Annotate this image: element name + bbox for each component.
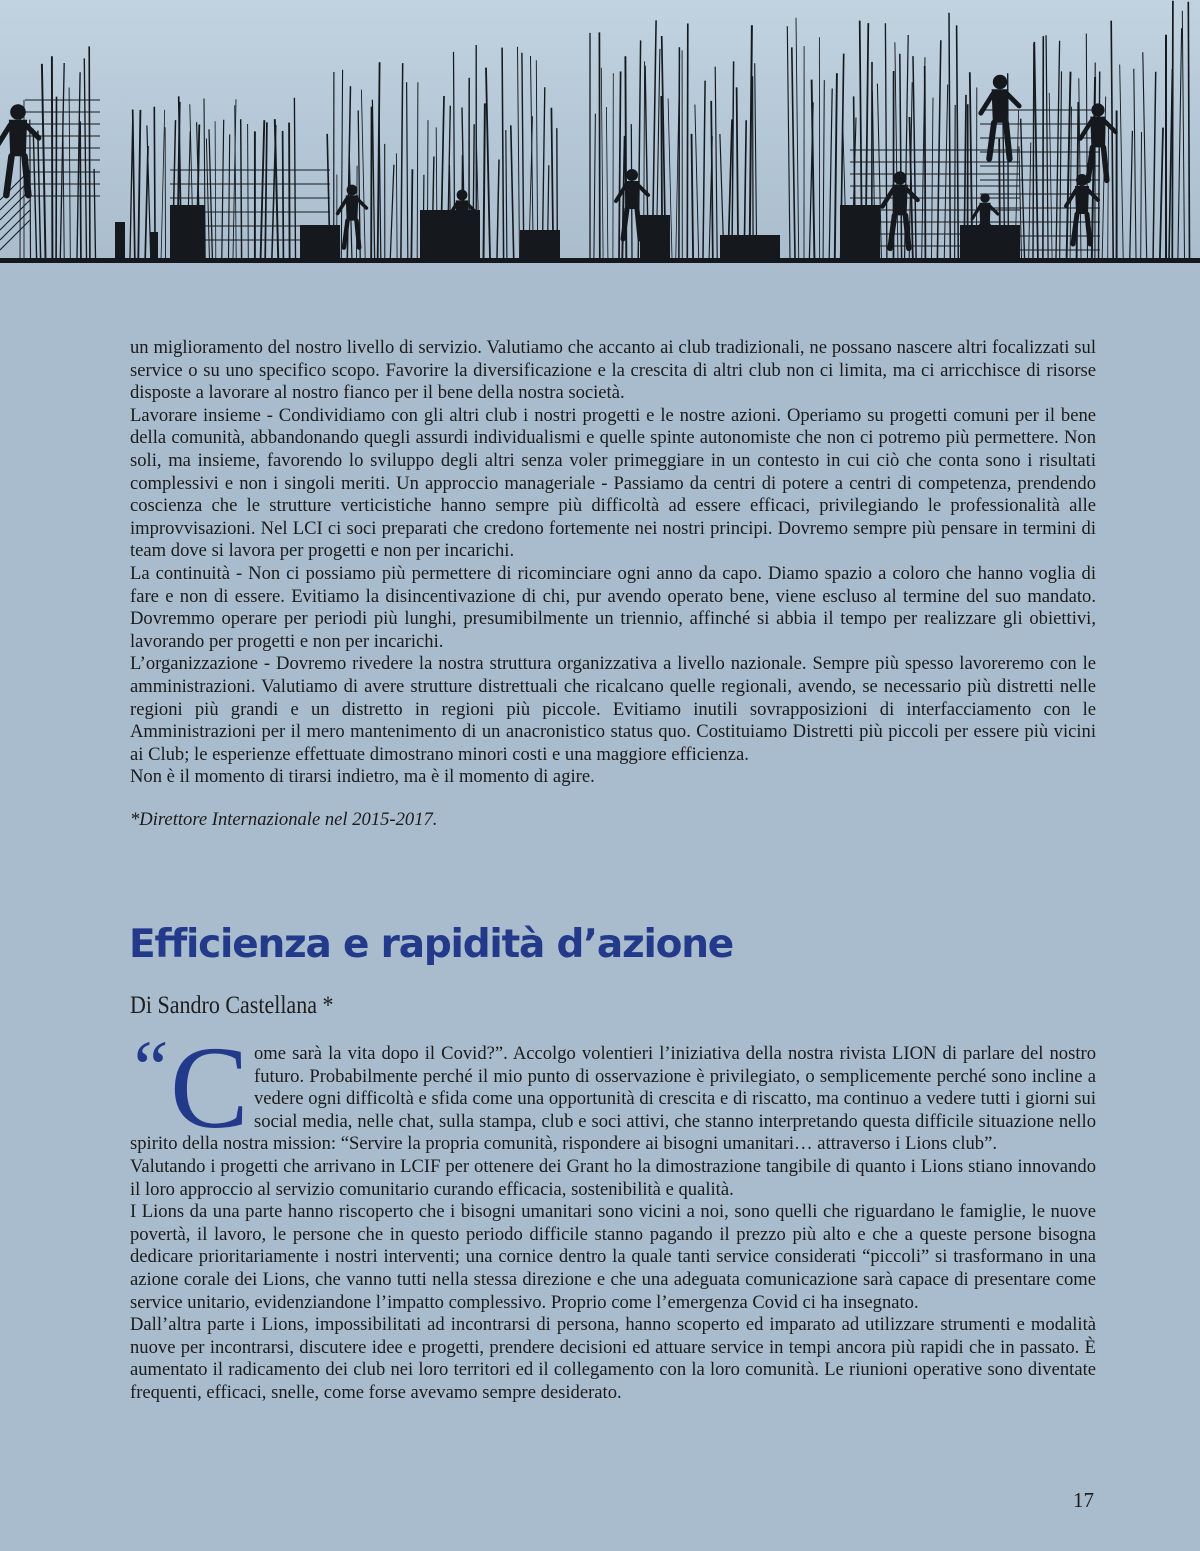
body-paragraph: L’organizzazione - Dovremo rivedere la nostra struttura organizzativa a livello nazionale. Sempre più spesso lavoreremo con le amministrazioni. Valutiamo di avere strutture distrettuali che ricalcano quelle regionali, avendo, se necessario più distretti nelle regioni più grandi e un distretto in regioni più piccole. Evitiamo inutili sovrapposizioni di interfacciamento con le Amministrazioni per il mero mantenimento di un anacronistico status quo. Costituiamo Distretti più piccoli per essere più vicini ai Club; le esperienze effettuate dimostrano minori costi e una maggiore efficienza.: [130, 653, 1096, 765]
author-footnote: *Direttore Internazionale nel 2015-2017.: [130, 808, 438, 830]
article-byline: Di Sandro Castellana *: [130, 992, 334, 1019]
body-paragraph: I Lions da una parte hanno riscoperto che i bisogni umanitari sono vicini a noi, sono quelli che riguardano le famiglie, le nuove povertà, il lavoro, le persone che in questo periodo difficile stanno pagando il prezzo più alto e che a queste persone bisogna dedicare prioritariamente i nostri interventi; una cornice dentro la quale tanti service considerati “piccoli” si trasformano in una azione corale dei Lions, che vanno tutti nella stessa direzione e che una adeguata comunicazione sarà capace di presentare come service unitario, evidenziandone l’impatto complessivo. Proprio come l’emergenza Covid ci ha insegnato.: [130, 1201, 1096, 1313]
drop-cap: [126, 1022, 254, 1153]
drop-cap-quote-mark: “: [126, 1024, 170, 1111]
header-banner-image: [0, 0, 1200, 275]
construction-workers-silhouette: [0, 0, 1200, 275]
lead-paragraph: [126, 1022, 1096, 1156]
body-paragraph: La continuità - Non ci possiamo più permettere di ricominciare ogni anno da capo. Diamo spazio a coloro che hanno voglia di fare e non di essere. Evitiamo la disincentivazione di chi, pur avendo operato bene, viene escluso al termine del suo mandato. Dovremmo operare per periodi più lunghi, presumibilmente un triennio, affinché si abbia il tempo per realizzare gli obiettivi, lavorando per progetti e non per incarichi.: [130, 562, 1096, 652]
article-body: [126, 1022, 1096, 1405]
article-title: Efficienza e rapidità d’azione: [129, 922, 734, 967]
body-paragraph: un miglioramento del nostro livello di servizio. Valutiamo che accanto ai club tradizionali, ne possano nascere altri focalizzati sul service o su uno specifico scopo. Favorire la diversificazione e la crescita di altri club non ci limita, ma ci arricchisce di risorse disposte a lavorare al nostro fianco per il bene della nostra società.: [130, 337, 1096, 404]
body-paragraph: Lavorare insieme - Condividiamo con gli altri club i nostri progetti e le nostre azioni. Operiamo su progetti comuni per il bene della comunità, abbandonando quegli assurdi individualismi e quelle spinte autonomiste che non ci potremo più permettere. Non soli, ma insieme, favorendo lo sviluppo degli altri senza voler primeggiare in un contesto in cui ciò che conta sono i risultati complessivi e non i singoli meriti. Un approccio manageriale - Passiamo da centri di potere a centri di competenza, prendendo coscienza che le strutture verticistiche hanno sempre più difficoltà ad essere efficaci, privilegiando le professionalità alle improvvisazioni. Nel LCI ci soci preparati che credono fortemente nei nostri principi. Dovremo sempre più pensare in termini di team dove si lavora per progetti e non per incarichi.: [130, 404, 1096, 562]
body-paragraph: Non è il momento di tirarsi indietro, ma è il momento di agire.: [130, 766, 595, 788]
previous-article-continuation: [130, 337, 1096, 831]
body-paragraph: Dall’altra parte i Lions, impossibilitati ad incontrarsi di persona, hanno scoperto ed imparato ad utilizzare strumenti e modalità nuove per incontrarsi, discutere idee e progetti, prendere decisioni ed attuare service in tempi ancora più rapidi che in passato. È aumentato il radicamento dei club nei loro territori ed il collegamento con la loro comunità. Le riunioni operative sono diventate frequenti, efficaci, snelle, come forse avevamo sempre desiderato.: [130, 1314, 1096, 1403]
lead-text: ome sarà la vita dopo il Covid?”. Accolgo volentieri l’iniziativa della nostra rivista LION di parlare del nostro futuro. Probabilmente perché il mio punto di osservazione è privilegiato, o semplicemente perché sono incline a vedere ogni difficoltà e sfida come una opportunità di crescita e di riscatto, ma continuo a vedere tutti i giorni sui social media, nelle chat, sulla stampa, club e soci attivi, che stanno interpretando questa difficile situazione nello spirito della nostra mission: “Servire la propria comunità, rispondere ai bisogni umanitari… attraverso i Lions club”.: [130, 1043, 1096, 1155]
body-paragraph: Valutando i progetti che arrivano in LCIF per ottenere dei Grant ho la dimostrazione tangibile di quanto i Lions stiano innovando il loro approccio al servizio comunitario curando efficacia, sostenibilità e qualità.: [130, 1155, 1096, 1200]
drop-cap-letter: C: [170, 1022, 249, 1153]
page-number: 17: [1073, 1488, 1094, 1512]
